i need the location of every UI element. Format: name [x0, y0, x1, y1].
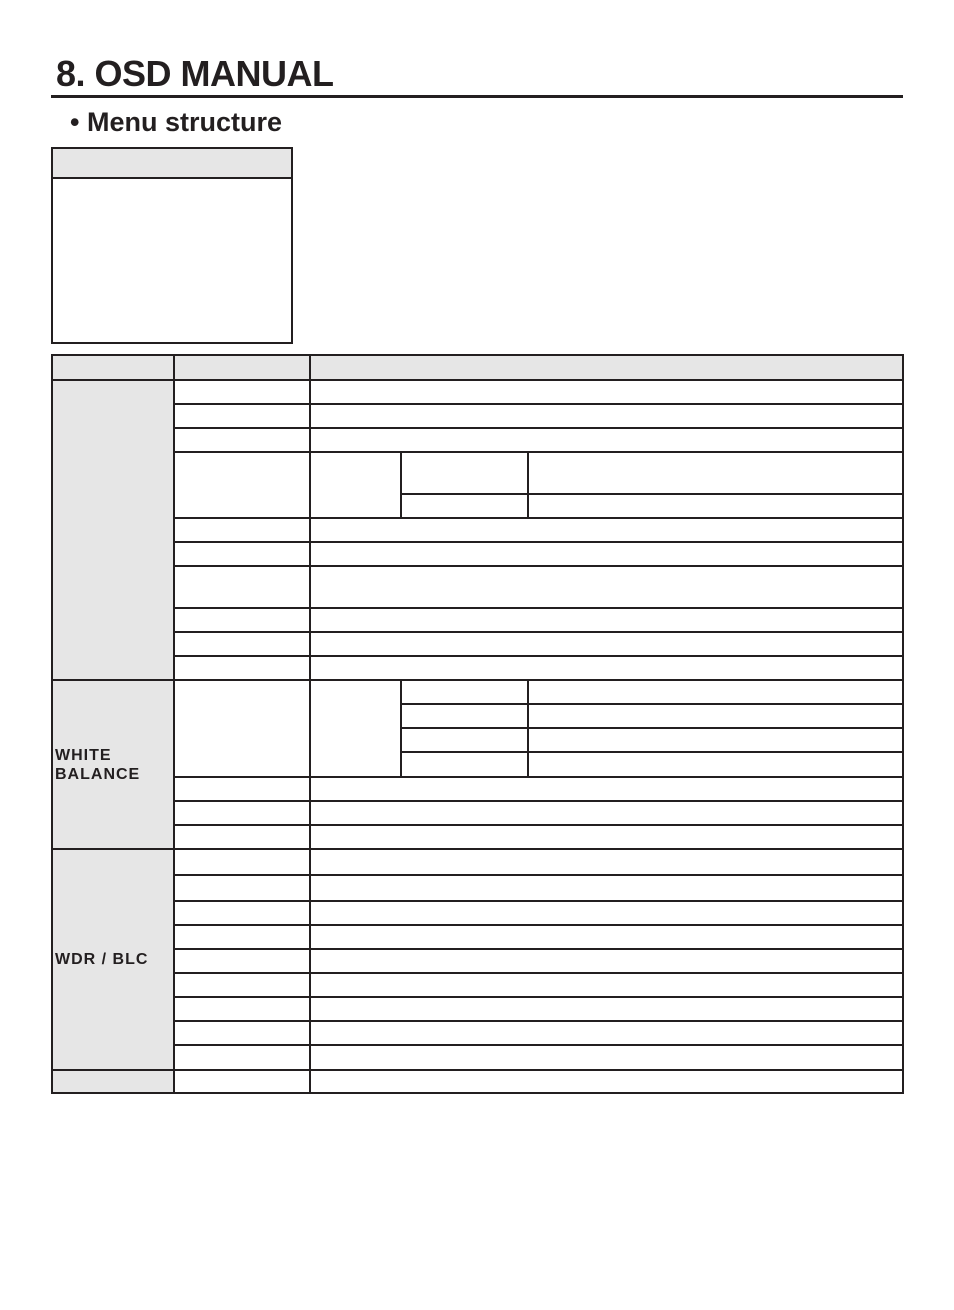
column-divider [309, 356, 311, 1092]
row-divider [173, 451, 902, 453]
row-divider [173, 565, 902, 567]
row-divider [400, 493, 902, 495]
category-cell-last [53, 1070, 173, 1092]
row-divider [173, 800, 902, 802]
menu-structure-table [51, 354, 904, 1094]
category-label-wdr-blc: WDR / BLC [55, 951, 149, 968]
category-cell-1 [53, 380, 173, 680]
row-divider [53, 848, 902, 850]
row-divider [173, 776, 902, 778]
main-menu-box [51, 147, 293, 344]
row-divider [173, 900, 902, 902]
section-heading: • Menu structure [70, 107, 282, 137]
row-divider [53, 679, 902, 681]
row-divider [173, 631, 902, 633]
row-divider [173, 655, 902, 657]
column-divider [527, 680, 529, 777]
row-divider [173, 948, 902, 950]
row-divider [173, 403, 902, 405]
row-divider [173, 972, 902, 974]
row-divider [173, 996, 902, 998]
main-menu-box-header [53, 149, 291, 179]
row-divider [400, 751, 902, 753]
row-divider [53, 379, 902, 381]
row-divider [173, 1044, 902, 1046]
column-divider [400, 680, 402, 777]
row-divider [173, 874, 902, 876]
row-divider [173, 824, 902, 826]
row-divider [173, 541, 902, 543]
column-divider [400, 452, 402, 518]
column-divider [527, 452, 529, 518]
row-divider [400, 703, 902, 705]
row-divider [173, 517, 902, 519]
category-label-white-balance: WHITE BALANCE [55, 747, 141, 783]
row-divider [173, 607, 902, 609]
table-header-row [53, 356, 902, 380]
row-divider [53, 1069, 902, 1071]
title-divider [51, 95, 903, 98]
row-divider [173, 1020, 902, 1022]
row-divider [173, 924, 902, 926]
column-divider [173, 356, 175, 1092]
row-divider [400, 727, 902, 729]
page-title: 8. OSD MANUAL [56, 53, 334, 94]
row-divider [173, 427, 902, 429]
